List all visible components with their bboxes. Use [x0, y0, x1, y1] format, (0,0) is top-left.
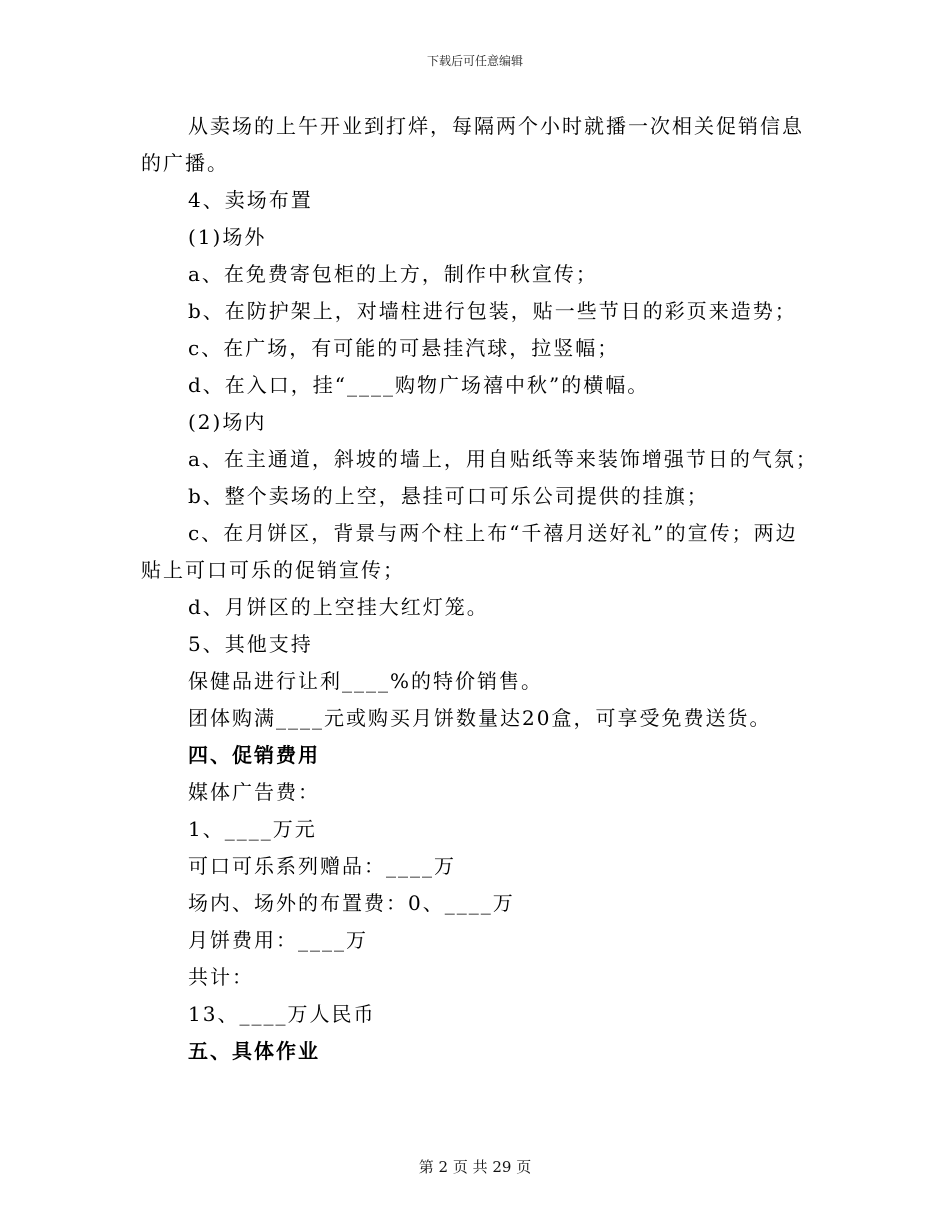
paragraph-line: 共计：: [188, 965, 254, 989]
page-header: 下载后可任意编辑: [426, 54, 523, 68]
paragraph-line: 的广播。: [141, 151, 229, 175]
list-item: b、在防护架上，对墙柱进行包装，贴一些节日的彩页来造势；: [188, 299, 797, 323]
cost-line: 可口可乐系列赠品：____万: [188, 854, 456, 878]
section-heading: 4、卖场布置: [188, 188, 313, 212]
paragraph-line: 保健品进行让利____%的特价销售。: [188, 669, 544, 693]
list-item-continuation: 贴上可口可乐的促销宣传；: [141, 558, 405, 582]
list-item: d、在入口，挂“____购物广场禧中秋”的横幅。: [188, 373, 650, 397]
document-body: [141, 108, 821, 1070]
list-item: d、月饼区的上空挂大红灯笼。: [188, 595, 489, 619]
cost-total-line: 13、____万人民币: [188, 1002, 376, 1026]
chapter-heading: 四、促销费用: [188, 743, 320, 767]
cost-line: 1、____万元: [188, 817, 317, 841]
list-item: a、在主通道，斜坡的墙上，用自贴纸等来装饰增强节日的气氛；: [188, 447, 818, 471]
chapter-heading: 五、具体作业: [188, 1039, 320, 1063]
paragraph-line: 团体购满____元或购买月饼数量达20盒，可享受免费送货。: [188, 706, 772, 730]
subsection-heading: (1)场外: [188, 225, 267, 249]
section-heading: 5、其他支持: [188, 632, 313, 656]
paragraph-line: 媒体广告费：: [188, 780, 320, 804]
subsection-heading: (2)场内: [188, 410, 267, 434]
page-number-footer: 第 2 页 共 29 页: [418, 1158, 532, 1176]
paragraph-line: 从卖场的上午开业到打烊，每隔两个小时就播一次相关促销信息: [188, 114, 804, 138]
list-item: b、整个卖场的上空，悬挂可口可乐公司提供的挂旗；: [188, 484, 709, 508]
cost-line: 场内、场外的布置费：0、____万: [188, 891, 515, 915]
list-item: a、在免费寄包柜的上方，制作中秋宣传；: [188, 262, 598, 286]
list-item: c、在月饼区，背景与两个柱上布“千禧月送好礼”的宣传；两边: [188, 521, 798, 545]
list-item: c、在广场，有可能的可悬挂汽球，拉竖幅；: [188, 336, 620, 360]
cost-line: 月饼费用：____万: [188, 928, 368, 952]
